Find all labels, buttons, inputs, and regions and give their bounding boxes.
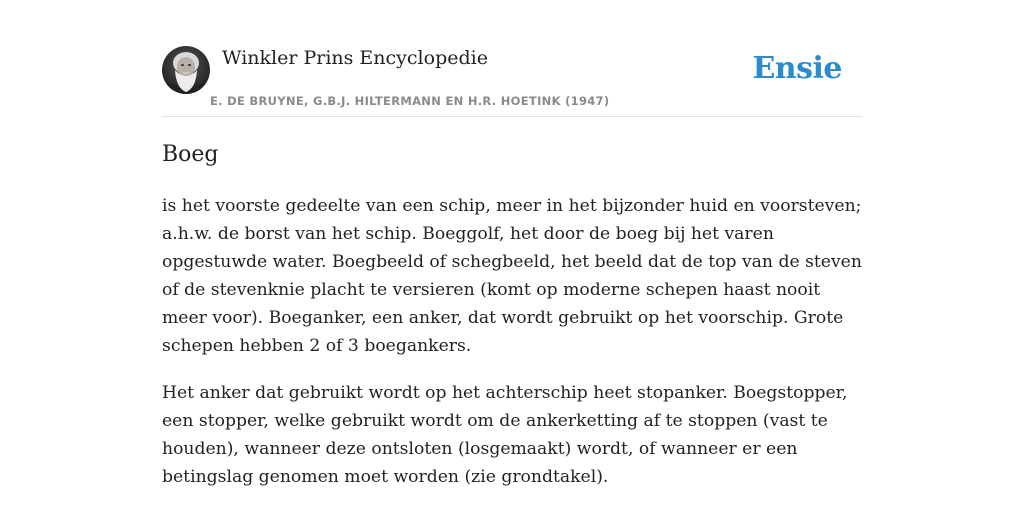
article-paragraph: Het anker dat gebruikt wordt op het achterschip heet stopanker. Boegstopper, een stopper, welke gebruikt wordt om de ankerketting af te stoppen (vast te houden), wanneer deze ontsloten (losgemaakt) wordt, of wanneer er een betingslag genomen moet worden (zie grondtakel). <box>162 383 848 487</box>
article-paragraph: is het voorste gedeelte van een schip, meer in het bijzonder huid en voorsteven; a.h.w. de borst van het schip. Boeggolf, het door de boeg bij het varen opgestuwde water. Boegbeeld of schegbeeld, het beeld dat de top van de steven of de stevenknie placht te versieren (komt op moderne schepen haast nooit meer voor). Boeganker, een anker, dat wordt gebruikt op het voorschip. Grote schepen hebben 2 of 3 boegankers. <box>162 196 862 356</box>
authors-line: E. DE BRUYNE, G.B.J. HILTERMANN EN H.R. HOETINK (1947) <box>210 94 610 108</box>
encyclopedia-title[interactable]: Winkler Prins Encyclopedie <box>222 47 488 69</box>
article-title: Boeg <box>162 142 219 167</box>
article <box>162 140 862 491</box>
brand-logo[interactable]: Ensie <box>752 51 842 86</box>
avatar[interactable] <box>162 46 210 94</box>
portrait-avatar-icon <box>162 46 210 94</box>
header <box>162 46 862 117</box>
